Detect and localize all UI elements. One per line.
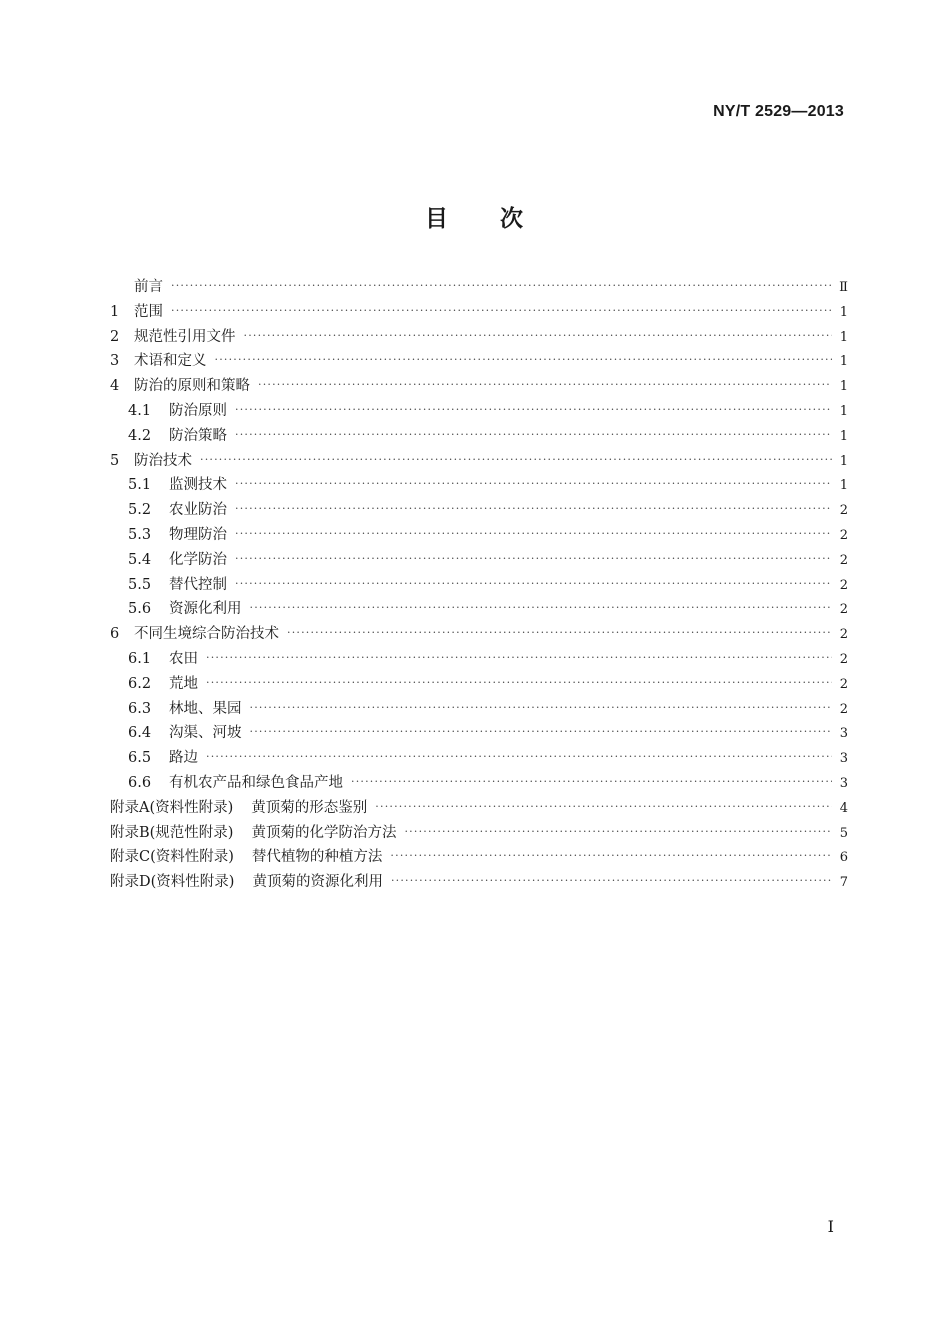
toc-entry-page: 1 [839, 304, 848, 320]
toc-entry-title: 黄顶菊的化学防治方法 [251, 824, 397, 841]
page-title-part1: 目 [425, 206, 450, 232]
toc-entry-page: 1 [839, 329, 848, 345]
toc-dot-leader [206, 750, 832, 763]
toc-entry-page: 2 [839, 527, 848, 543]
toc-entry[interactable] [110, 597, 848, 622]
toc-entry[interactable] [110, 573, 848, 598]
toc-entry-page: Ⅱ [839, 280, 848, 295]
toc-entry[interactable] [110, 870, 848, 895]
toc-entry-title: 农业防治 [169, 502, 227, 519]
toc-entry-number: 4 [110, 378, 120, 395]
toc-entry-number: 6.5 [128, 750, 152, 767]
toc-dot-leader [171, 279, 832, 292]
toc-entry-page: 2 [839, 676, 848, 692]
toc-entry-number: 5 [110, 452, 120, 469]
toc-dot-leader [375, 800, 832, 813]
toc-entry-number: 附录B(规范性附录) [110, 824, 234, 841]
toc-entry-number: 4.1 [128, 402, 152, 419]
toc-dot-leader [215, 353, 833, 366]
toc-dot-leader [391, 874, 832, 887]
toc-entry-number: 附录A(资料性附录) [110, 799, 234, 816]
toc-entry-page: 3 [839, 726, 848, 742]
toc-entry-title: 荒地 [169, 675, 198, 692]
toc-entry[interactable] [110, 845, 848, 870]
toc-dot-leader [206, 676, 832, 689]
toc-dot-leader [235, 577, 832, 590]
toc-dot-leader [258, 378, 832, 391]
page-title [0, 200, 950, 233]
toc-entry-number: 5.6 [128, 601, 152, 618]
toc-dot-leader [235, 477, 832, 490]
toc-entry-number: 4.2 [128, 427, 152, 444]
toc-entry-page: 1 [839, 403, 848, 419]
toc-entry[interactable] [110, 349, 848, 374]
toc-entry-page: 2 [839, 701, 848, 717]
toc-entry-number: 5.1 [128, 477, 152, 494]
toc-entry-number: 6.4 [128, 725, 152, 742]
toc-entry-page: 2 [839, 651, 848, 667]
toc-entry[interactable] [110, 672, 848, 697]
toc-entry-number: 1 [110, 303, 120, 320]
toc-entry[interactable] [110, 424, 848, 449]
toc-entry[interactable] [110, 498, 848, 523]
toc-entry-title: 防治技术 [134, 452, 192, 469]
toc-dot-leader [235, 502, 832, 515]
toc-entry-title: 沟渠、河坡 [169, 725, 242, 742]
toc-entry-title: 资源化利用 [169, 601, 242, 618]
toc-entry[interactable] [110, 697, 848, 722]
toc-entry[interactable] [110, 399, 848, 424]
toc-entry-number: 6 [110, 626, 120, 643]
toc-entry[interactable] [110, 622, 848, 647]
toc-entry-title: 黄顶菊的形态鉴别 [251, 799, 368, 816]
toc-entry-number: 6.2 [128, 675, 152, 692]
toc-entry-number: 5.5 [128, 576, 152, 593]
toc-entry[interactable] [110, 473, 848, 498]
toc-entry-title: 路边 [169, 750, 198, 767]
toc-entry-page: 3 [839, 751, 848, 767]
toc-entry[interactable] [110, 746, 848, 771]
toc-entry-page: 2 [839, 552, 848, 568]
toc-entry[interactable] [110, 275, 848, 300]
toc-entry-title: 防治原则 [169, 402, 227, 419]
toc-entry-number: 5.4 [128, 551, 152, 568]
toc-entry-page: 7 [839, 875, 848, 891]
toc-dot-leader [250, 601, 833, 614]
toc-entry-number: 5.2 [128, 502, 152, 519]
toc-entry-number: 6.1 [128, 650, 152, 667]
toc-entry-number: 6.6 [128, 774, 152, 791]
toc-dot-leader [171, 304, 832, 317]
page-title-part2: 次 [500, 206, 525, 232]
table-of-contents [110, 275, 848, 895]
toc-entry-page: 1 [839, 354, 848, 370]
toc-entry-title: 物理防治 [169, 526, 227, 543]
toc-dot-leader [235, 403, 832, 416]
toc-dot-leader [404, 825, 832, 838]
toc-entry[interactable] [110, 325, 848, 350]
toc-dot-leader [235, 428, 832, 441]
toc-entry[interactable] [110, 821, 848, 846]
toc-entry-number: 5.3 [128, 526, 152, 543]
toc-entry[interactable] [110, 548, 848, 573]
toc-entry[interactable] [110, 523, 848, 548]
toc-entry-page: 1 [839, 428, 848, 444]
toc-entry[interactable] [110, 300, 848, 325]
toc-entry[interactable] [110, 721, 848, 746]
page-number: Ⅰ [827, 1219, 834, 1236]
toc-entry-page: 2 [839, 627, 848, 643]
toc-entry-title: 有机农产品和绿色食品产地 [169, 774, 343, 791]
toc-entry-page: 3 [839, 775, 848, 791]
toc-entry-title: 农田 [169, 650, 198, 667]
toc-entry-title: 范围 [134, 303, 163, 320]
toc-dot-leader [206, 651, 832, 664]
toc-entry[interactable] [110, 796, 848, 821]
toc-entry[interactable] [110, 771, 848, 796]
toc-entry-title: 不同生境综合防治技术 [134, 626, 279, 643]
toc-entry-title: 术语和定义 [134, 353, 207, 370]
toc-entry-title: 林地、果园 [169, 700, 242, 717]
toc-entry-page: 2 [839, 577, 848, 593]
toc-entry-number: 3 [110, 353, 120, 370]
toc-entry-page: 2 [839, 503, 848, 519]
toc-entry[interactable] [110, 449, 848, 474]
toc-dot-leader [244, 329, 833, 342]
toc-entry-page: 1 [839, 478, 848, 494]
toc-entry-title: 前言 [134, 279, 163, 295]
toc-dot-leader [250, 701, 833, 714]
toc-entry-page: 2 [839, 602, 848, 618]
toc-entry-number: 6.3 [128, 700, 152, 717]
toc-dot-leader [351, 775, 832, 788]
toc-entry-title: 黄顶菊的资源化利用 [252, 874, 383, 891]
toc-dot-leader [250, 725, 833, 738]
toc-dot-leader [235, 552, 832, 565]
toc-entry-page: 4 [839, 800, 848, 816]
toc-entry-page: 1 [839, 379, 848, 395]
standard-code: NY/T 2529—2013 [713, 103, 844, 120]
toc-entry-page: 6 [839, 850, 848, 866]
toc-entry-title: 防治的原则和策略 [134, 378, 250, 395]
toc-dot-leader [390, 849, 832, 862]
toc-entry-title: 防治策略 [169, 427, 227, 444]
toc-dot-leader [200, 453, 832, 466]
toc-entry-title: 替代控制 [169, 576, 227, 593]
toc-entry-title: 监测技术 [169, 477, 227, 494]
toc-entry-number: 附录C(资料性附录) [110, 849, 234, 866]
toc-entry-page: 1 [839, 453, 848, 469]
toc-entry-page: 5 [839, 825, 848, 841]
toc-entry-title: 替代植物的种植方法 [251, 849, 383, 866]
toc-entry-number: 附录D(资料性附录) [110, 874, 235, 891]
toc-entry-title: 规范性引用文件 [134, 328, 236, 345]
toc-dot-leader [235, 527, 832, 540]
toc-entry-title: 化学防治 [169, 551, 227, 568]
toc-entry-number: 2 [110, 328, 120, 345]
toc-entry[interactable] [110, 647, 848, 672]
toc-entry[interactable] [110, 374, 848, 399]
toc-dot-leader [287, 626, 832, 639]
